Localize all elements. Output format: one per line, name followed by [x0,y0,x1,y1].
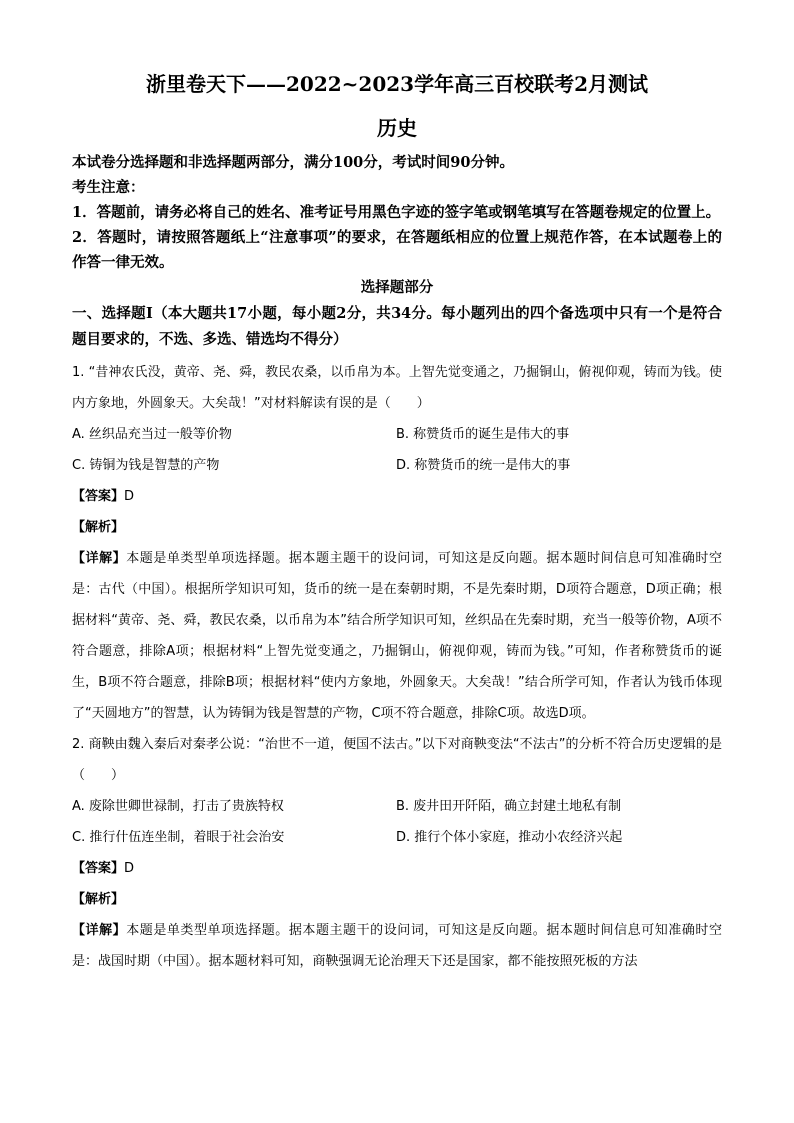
option-d: D. 称赞货币的统一是伟大的事 [396,458,571,473]
option-list [72,419,722,481]
detail-label: 【详解】 [72,923,127,938]
option-c: C. 铸铜为钱是智慧的产物 [72,458,220,473]
page-title: 浙里卷天下——2022~2023学年高三百校联考2月测试 [145,72,648,96]
section-title: 选择题部分 [360,279,434,296]
option-d: D. 推行个体小家庭，推动小农经济兴起 [396,830,623,845]
analysis-line [72,512,722,543]
detail-text: 本题是单类型单项选择题。据本题主题干的设问词，可知这是反向题。据本题时间信息可知准确时空是：战国时期（中国）。据本题材料可知，商鞅强调无论治理天下还是国家，都不能按照死板的方法 [72,923,722,969]
answer-line [72,853,722,884]
answer-label: 【答案】 [72,861,125,876]
question-block [72,729,722,977]
subject-title: 历史 [377,116,417,140]
notice-item: 1．答题前，请务必将自己的姓名、准考证号用黑色字迹的签字笔或钢笔填写在答题卷规定的位置上。 [72,204,721,221]
notice-item: 2．答题时，请按照答题纸上“注意事项”的要求，在答题纸相应的位置上规范作答，在本试题卷上的作答一律无效。 [72,229,722,271]
detail-paragraph [72,915,722,977]
option-a: A. 废除世卿世禄制，打击了贵族特权 [72,799,284,814]
option-list [72,791,722,853]
detail-text: 本题是单类型单项选择题。据本题主题干的设问词，可知这是反向题。据本题时间信息可知准确时空是：古代（中国）。根据所学知识可知，货币的统一是在秦朝时期，不是先秦时期，D项符合题意，D项正确；根据材料“黄帝、尧、舜，教民农桑，以币帛为本”结合所学知识可知，丝织品在先秦时期，充当一般等价物，A项不符合题意，排除A项；根据材料“上智先觉变通之，乃掘铜山，俯视仰观，铸而为钱。”可知，作者称赞货币的诞生，B项不符合题意，排除B项；根据材料“使内方象地，外圆象天。大矣哉！”结合所学可知，作者认为钱币体现了“天圆地方”的智慧，认为铸铜为钱是智慧的产物，C项不符合题意，排除C项。故选D项。 [72,551,722,721]
answer-line [72,481,722,512]
answer-value: D [124,489,135,504]
detail-paragraph [72,543,722,729]
detail-label: 【详解】 [72,551,127,566]
option-a: A. 丝织品充当过一般等价物 [72,427,232,442]
analysis-label: 【解析】 [72,520,125,535]
option-b: B. 废井田开阡陌，确立封建土地私有制 [396,799,622,814]
analysis-label: 【解析】 [72,892,125,907]
question-stem: 1. “昔神农氏没，黄帝、尧、舜，教民农桑，以币帛为本。上智先觉变通之，乃掘铜山，俯视仰观，铸而为钱。使内方象地，外圆象天。大矣哉！”对材料解读有误的是（ ） [72,365,722,411]
option-b: B. 称赞货币的诞生是伟大的事 [396,427,570,442]
part-title: 一、选择题Ⅰ（本大题共17小题，每小题2分，共34分。每小题列出的四个备选项中只有一个是符合题目要求的，不选、多选、错选均不得分） [72,305,722,348]
analysis-line [72,884,722,915]
exam-summary: 本试卷分选择题和非选择题两部分，满分100分，考试时间90分钟。 [72,154,514,171]
option-c: C. 推行什伍连坐制，着眼于社会治安 [72,830,285,845]
question-stem: 2. 商鞅由魏入秦后对秦孝公说：“治世不一道，便国不法古。”以下对商鞅变法“不法古”的分析不符合历史逻辑的是（ ） [72,737,722,783]
notice-heading: 考生注意： [72,179,145,196]
question-block [72,357,722,729]
answer-value: D [124,861,135,876]
answer-label: 【答案】 [72,489,125,504]
